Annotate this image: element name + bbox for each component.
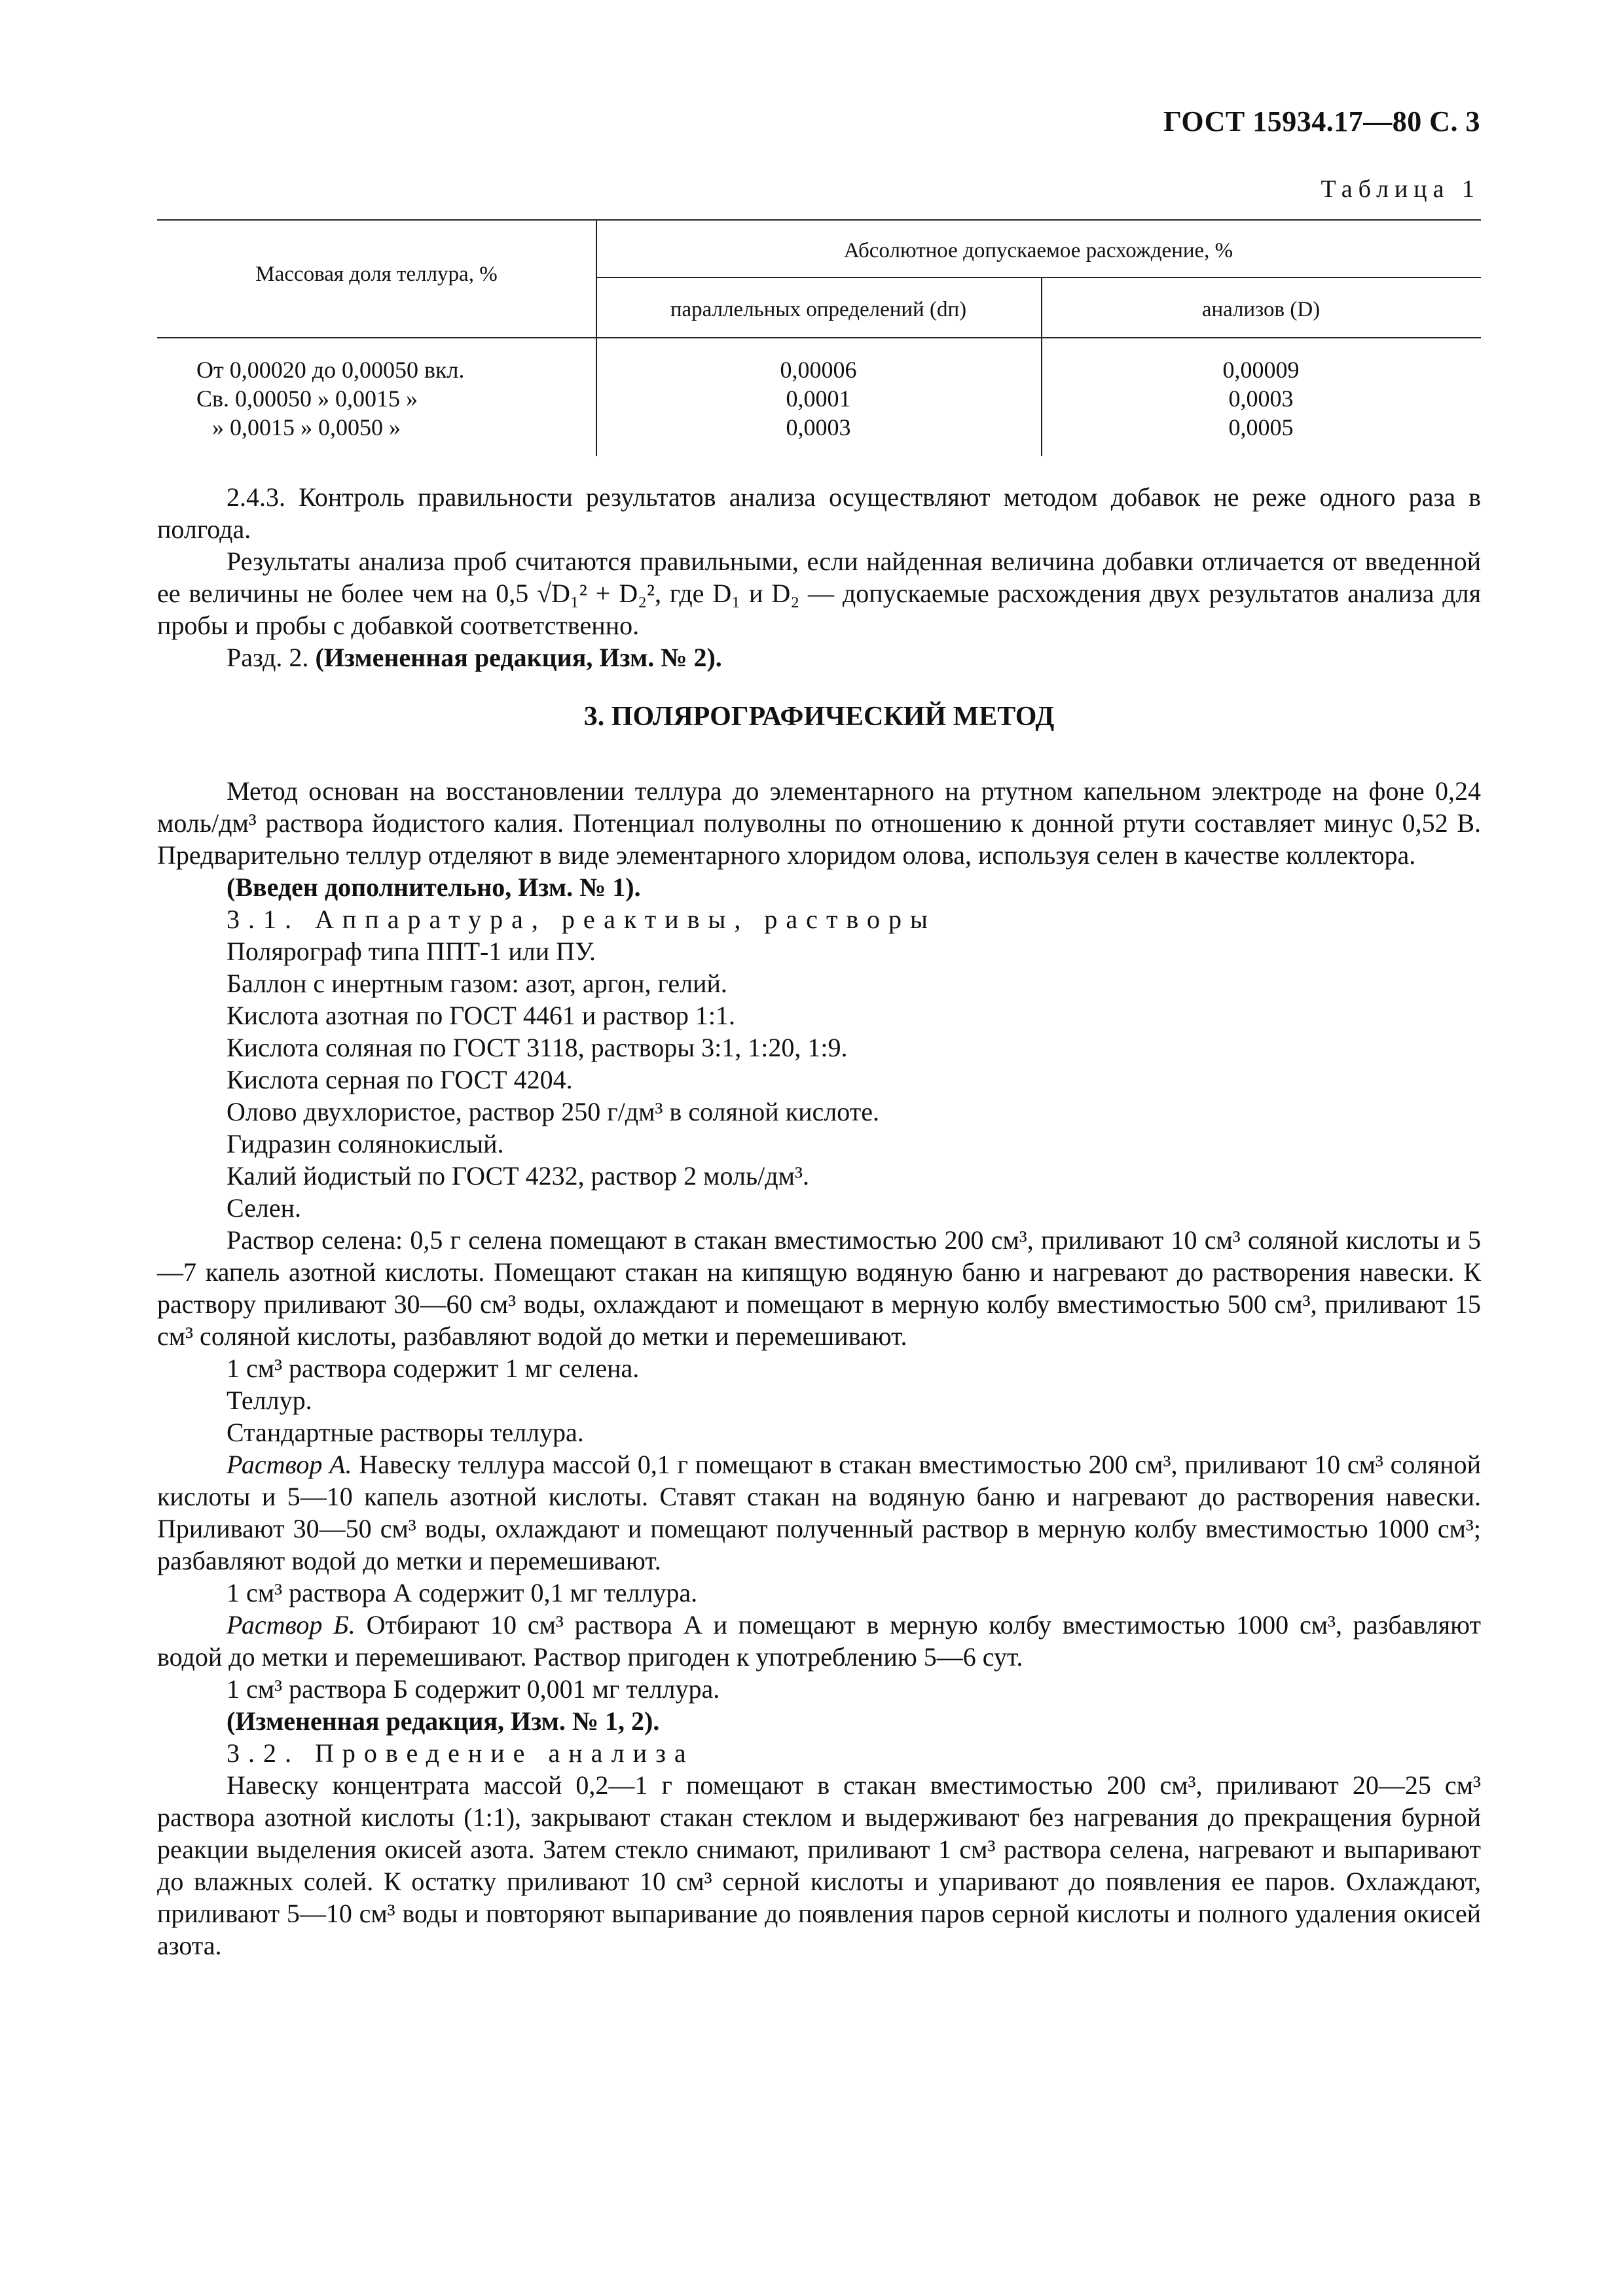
list-item: Кислота азотная по ГОСТ 4461 и раствор 1:1. [227, 1001, 735, 1030]
table-cell-D: 0,00009 [1222, 357, 1300, 383]
solution-a-label: Раствор А. [227, 1450, 352, 1479]
col-D [1041, 355, 1481, 442]
table-top-rule [157, 219, 1481, 221]
paragraph-selen-solution: Раствор селена: 0,5 г селена помещают в стакан вместимостью 200 см³, приливают 10 см³ соляной кислоты и 5—7 капель азотной кислоты. Помещают стакан на кипящую водяную баню и нагревают до растворения навески. К раствору приливают 30—60 см³ воды, охлаждают и помещают в мерную колбу вместимостью 500 см³, приливают 15 см³ соляной кислоты, разбавляют водой до метки и перемешивают. [157, 1225, 1481, 1351]
list-item: Баллон с инертным газом: азот, аргон, гелий. [227, 969, 727, 998]
list-item: Кислота соляная по ГОСТ 3118, растворы 3:1, 1:20, 1:9. [227, 1033, 848, 1062]
paragraph-razd2 [157, 641, 1481, 673]
list-item: Олово двухлористое, раствор 250 г/дм³ в соляной кислоте. [227, 1097, 879, 1126]
razd2-amendment: (Измененная редакция, Изм. № 2). [315, 643, 722, 672]
table-cell-dn: 0,0001 [786, 386, 851, 412]
col-header-parallel: параллельных определений (dп) [670, 298, 967, 321]
paragraph-solution-a [157, 1448, 1481, 1577]
paragraph-correctness: Результаты анализа проб считаются правильными, если найденная величина добавки отличается от введенной ее величины не более чем на 0,5 √D₁² + D₂², где D₁ и D₂ — допускаемые расхождения двух результатов анализа для пробы и пробы с добавкой соответственно. [157, 547, 1481, 640]
paragraph-introduced: (Введен дополнительно, Изм. № 1). [227, 872, 641, 902]
section-3-title: 3. ПОЛЯРОГРАФИЧЕСКИЙ МЕТОД [583, 702, 1055, 732]
table-header-rule [157, 337, 1481, 338]
col-header-tellurium: Массовая доля теллура, % [255, 262, 498, 286]
solution-b-label: Раствор Б. [227, 1610, 356, 1640]
list-item: Калий йодистый по ГОСТ 4232, раствор 2 моль/дм³. [227, 1161, 809, 1191]
table-cell-dn: 0,0003 [786, 414, 851, 440]
table-caption: Таблица 1 [1321, 175, 1480, 203]
group-header-tolerance: Абсолютное допускаемое расхождение, % [843, 239, 1233, 262]
page-header: ГОСТ 15934.17—80 С. 3 [1163, 105, 1480, 137]
subsection-3-2-title: 3.2. Проведение анализа [227, 1738, 695, 1768]
paragraph-selen-content: 1 см³ раствора содержит 1 мг селена. [227, 1354, 640, 1383]
list-item: Полярограф типа ППТ-1 или ПУ. [227, 937, 596, 966]
table-cell-dn: 0,00006 [780, 357, 857, 383]
table-row-range: » 0,0015 » 0,0050 » [212, 414, 401, 440]
paragraph-tellur: Теллур. [227, 1386, 312, 1415]
paragraph-solution-b-content: 1 см³ раствора Б содержит 0,001 мг теллура. [227, 1674, 720, 1704]
list-item: Селен. [227, 1193, 302, 1223]
paragraph-solution-a-content: 1 см³ раствора А содержит 0,1 мг теллура. [227, 1578, 698, 1607]
col-dn [596, 355, 1041, 442]
paragraph-standard: Стандартные растворы теллура. [227, 1418, 584, 1447]
list-item: Гидразин солянокислый. [227, 1129, 504, 1158]
table-cell-D: 0,0005 [1228, 414, 1294, 440]
table-row-range: Св. 0,00050 » 0,0015 » [196, 386, 418, 412]
subsection-3-1-title: 3.1. Аппаратура, реактивы, растворы [227, 905, 936, 934]
col-header-analysis: анализов (D) [1201, 298, 1321, 321]
paragraph-changed-1-2: (Измененная редакция, Изм. № 1, 2). [227, 1706, 660, 1736]
razd2-label: Разд. 2. [227, 643, 309, 672]
paragraph-analysis: Навеску концентрата массой 0,2—1 г помещают в стакан вместимостью 200 см³, приливают 20—25 см³ раствора азотной кислоты (1:1), закрывают стакан стеклом и выдерживают без нагревания до прекращения бурной реакции выделения окисей азота. Затем стекло снимают, приливают 1 см³ раствора селена, нагревают и выпаривают до влажных солей. К остатку приливают 10 см³ серной кислоты и упаривают до появления ее паров. Охлаждают, приливают 5—10 см³ воды и повторяют выпаривание до появления паров серной кислоты и полного удаления окисей азота. [157, 1770, 1481, 1960]
table-group-rule [596, 277, 1481, 278]
list-item: Кислота серная по ГОСТ 4204. [227, 1065, 573, 1094]
paragraph-2-4-3: 2.4.3. Контроль правильности результатов анализа осуществляют методом добавок не реже одного раза в полгода. [157, 482, 1481, 544]
col-ranges [196, 355, 589, 442]
solution-a-text: Навеску теллура массой 0,1 г помещают в стакан вместимостью 200 см³, приливают 10 см³ соляной кислоты и 5—10 капель азотной кислоты. Ставят стакан на водяную баню и нагревают до растворения навески. Приливают 30—50 см³ воды, охлаждают и помещают полученный раствор в мерную колбу вместимостью 1000 см³; разбавляют водой до метки и перемешивают. [157, 1450, 1482, 1575]
table-row-range: От 0,00020 до 0,00050 вкл. [196, 357, 465, 383]
table-cell-D: 0,0003 [1228, 386, 1294, 412]
solution-b-text: Отбирают 10 см³ раствора А и помещают в мерную колбу вместимостью 1000 см³, разбавляют водой до метки и перемешивают. Раствор пригоден к употреблению 5—6 сут. [157, 1610, 1482, 1672]
document-body [157, 481, 1481, 1962]
paragraph-method: Метод основан на восстановлении теллура до элементарного на ртутном капельном электроде на фоне 0,24 моль/дм³ раствора йодистого калия. Потенциал полуволны по отношению к донной ртути составляет минус 0,52 В. Предварительно теллур отделяют в виде элементарного хлоридом олова, используя селен в качестве коллектора. [157, 776, 1481, 870]
paragraph-solution-b [157, 1609, 1481, 1673]
